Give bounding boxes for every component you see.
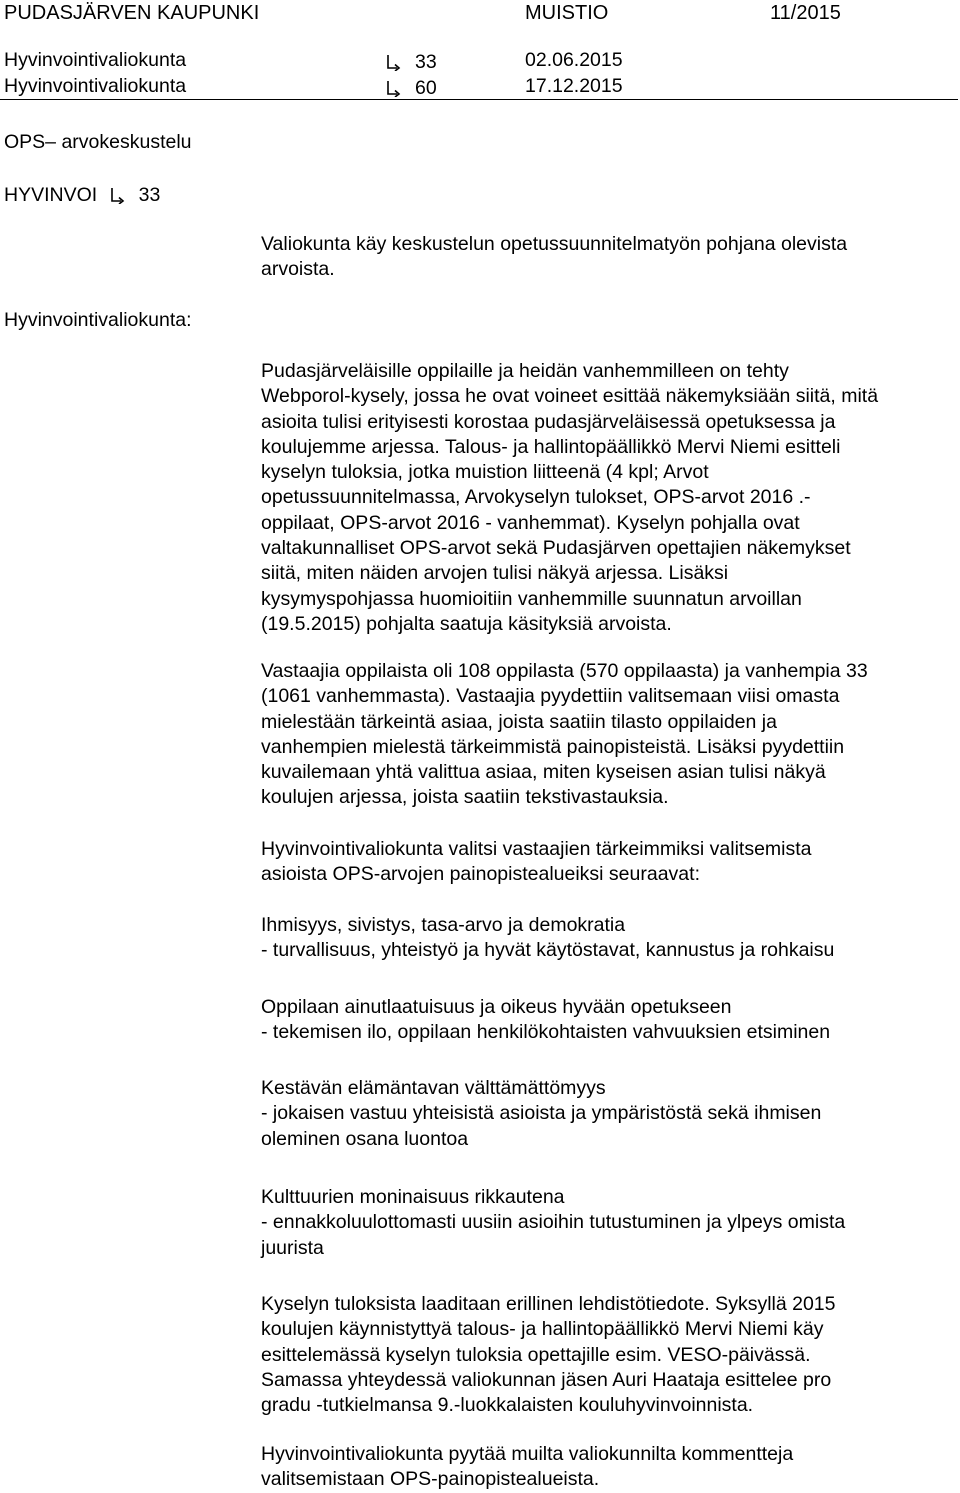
text-line: - tekemisen ilo, oppilaan henkilökohtaisten vahvuuksien etsiminen [261, 1021, 831, 1044]
reference-line [4, 182, 160, 207]
paragraph [261, 913, 956, 964]
text-line: Pudasjärveläisille oppilaille ja heidän vanhemmilleen on tehty [261, 360, 789, 382]
text-line: Webporol-kysely, jossa he ovat voineet esittää näkemyksiään siitä, mitä [261, 385, 879, 408]
text-line: Ihmisyys, sivistys, tasa-arvo ja demokratia [261, 914, 626, 936]
proposal-text [261, 232, 956, 283]
paragraph [261, 1442, 956, 1493]
text-line: - jokaisen vastuu yhteisistä asioista ja ympäristöstä sekä ihmisen [261, 1102, 822, 1125]
reference-arrow-icon [109, 182, 131, 204]
header-divider [0, 99, 958, 100]
text-line: valtakunnalliset OPS-arvot sekä Pudasjärven opettajien näkemykset [261, 537, 851, 560]
text-line: Vastaajia oppilaista oli 108 oppilasta (570 oppilaasta) ja vanhempia 33 [261, 660, 868, 682]
text-line: kyselyn tuloksia, jotka muistion liitteenä (4 kpl; Arvot [261, 461, 709, 484]
reference-number: 33 [138, 184, 161, 206]
paragraph [261, 837, 956, 888]
meeting-number-text: 33 [415, 51, 437, 73]
text-line: Samassa yhteydessä valiokunnan jäsen Auri Haataja esittelee pro [261, 1368, 832, 1391]
organization-name: PUDASJÄRVEN KAUPUNKI [4, 2, 260, 24]
text-line: opetussuunnitelmassa, Arvokyselyn tulokset, OPS-arvot 2016 .- [261, 486, 811, 509]
paragraph [261, 1185, 956, 1261]
text-line: koulujen arjessa, joista saatiin tekstivastauksia. [261, 786, 669, 809]
text-line: oleminen osana luontoa [261, 1127, 469, 1150]
text-line: oppilaat, OPS-arvot 2016 - vanhemmat). Kyselyn pohjalla ovat [261, 511, 800, 534]
text-line: mielestään tärkeintä asiaa, joista saatiin tilasto oppilaiden ja [261, 710, 777, 733]
meeting-date: 02.06.2015 [525, 49, 623, 71]
text-line: siitä, miten näiden arvojen tulisi näkyä arjessa. Lisäksi [261, 562, 729, 585]
text-line: Kestävän elämäntavan välttämättömyys [261, 1077, 606, 1099]
paragraph [261, 1076, 956, 1152]
document-type: MUISTIO [525, 2, 609, 24]
topic-title: OPS– arvokeskustelu [4, 131, 192, 153]
meeting-number [385, 75, 437, 100]
text-line: asioita tulisi erityisesti korostaa pudasjärveläisessä opetuksessa ja [261, 410, 836, 433]
meeting-body: Hyvinvointivaliokunta [4, 49, 187, 71]
meeting-number-text: 60 [415, 77, 437, 99]
text-line: valitsemistaan OPS-painopistealueista. [261, 1468, 600, 1491]
text-line: vanhempien mielestä tärkeimmistä painopisteistä. Lisäksi pyydettiin [261, 735, 845, 758]
text-line: Hyvinvointivaliokunta pyytää muilta valiokunnilta kommentteja [261, 1443, 794, 1465]
meeting-number [385, 49, 437, 74]
text-line: gradu -tutkielmansa 9.-luokkalaisten kouluhyvinvoinnista. [261, 1394, 754, 1417]
text-line: koulujemme arjessa. Talous- ja hallintopäällikkö Mervi Niemi esitteli [261, 435, 841, 458]
meeting-body: Hyvinvointivaliokunta [4, 75, 187, 97]
paragraph [261, 359, 956, 637]
paragraph [261, 1292, 956, 1418]
reference-arrow-icon [385, 49, 407, 71]
text-line: asioista OPS-arvojen painopistealueiksi seuraavat: [261, 863, 700, 886]
text-line: (19.5.2015) pohjalta saatuja käsityksiä arvoista. [261, 612, 672, 635]
text-line: esittelemässä kyselyn tuloksia opettajille esim. VESO-päivässä. [261, 1343, 811, 1366]
text-line: Valiokunta käy keskustelun opetussuunnitelmatyön pohjana olevista [261, 233, 848, 255]
text-line: Kulttuurien moninaisuus rikkautena [261, 1186, 565, 1208]
text-line: Hyvinvointivaliokunta valitsi vastaajien tärkeimmiksi valitsemista [261, 838, 812, 860]
reference-label: HYVINVOI [4, 184, 98, 206]
text-line: kysymyspohjassa huomioitiin vanhemmille suunnatun arvoillan [261, 587, 802, 610]
text-line: Oppilaan ainutlaatuisuus ja oikeus hyvään opetukseen [261, 996, 732, 1018]
text-line: Kyselyn tuloksista laaditaan erillinen lehdistötiedote. Syksyllä 2015 [261, 1293, 836, 1315]
reference-arrow-icon [385, 75, 407, 97]
committee-label: Hyvinvointivaliokunta: [4, 309, 192, 331]
document-number: 11/2015 [770, 2, 841, 24]
paragraph [261, 659, 956, 811]
text-line: - turvallisuus, yhteistyö ja hyvät käytöstavat, kannustus ja rohkaisu [261, 939, 835, 962]
text-line: arvoista. [261, 258, 335, 281]
paragraph [261, 995, 956, 1046]
text-line: (1061 vanhemmasta). Vastaajia pyydettiin valitsemaan viisi omasta [261, 685, 840, 708]
text-line: juurista [261, 1236, 324, 1259]
text-line: kuvailemaan yhtä valittua asiaa, miten kyseisen asian tulisi näkyä [261, 761, 826, 784]
text-line: koulujen käynnistyttyä talous- ja hallintopäällikkö Mervi Niemi käy [261, 1318, 824, 1341]
text-line: - ennakkoluulottomasti uusiin asioihin tutustuminen ja ylpeys omista [261, 1211, 846, 1234]
meeting-date: 17.12.2015 [525, 75, 623, 97]
